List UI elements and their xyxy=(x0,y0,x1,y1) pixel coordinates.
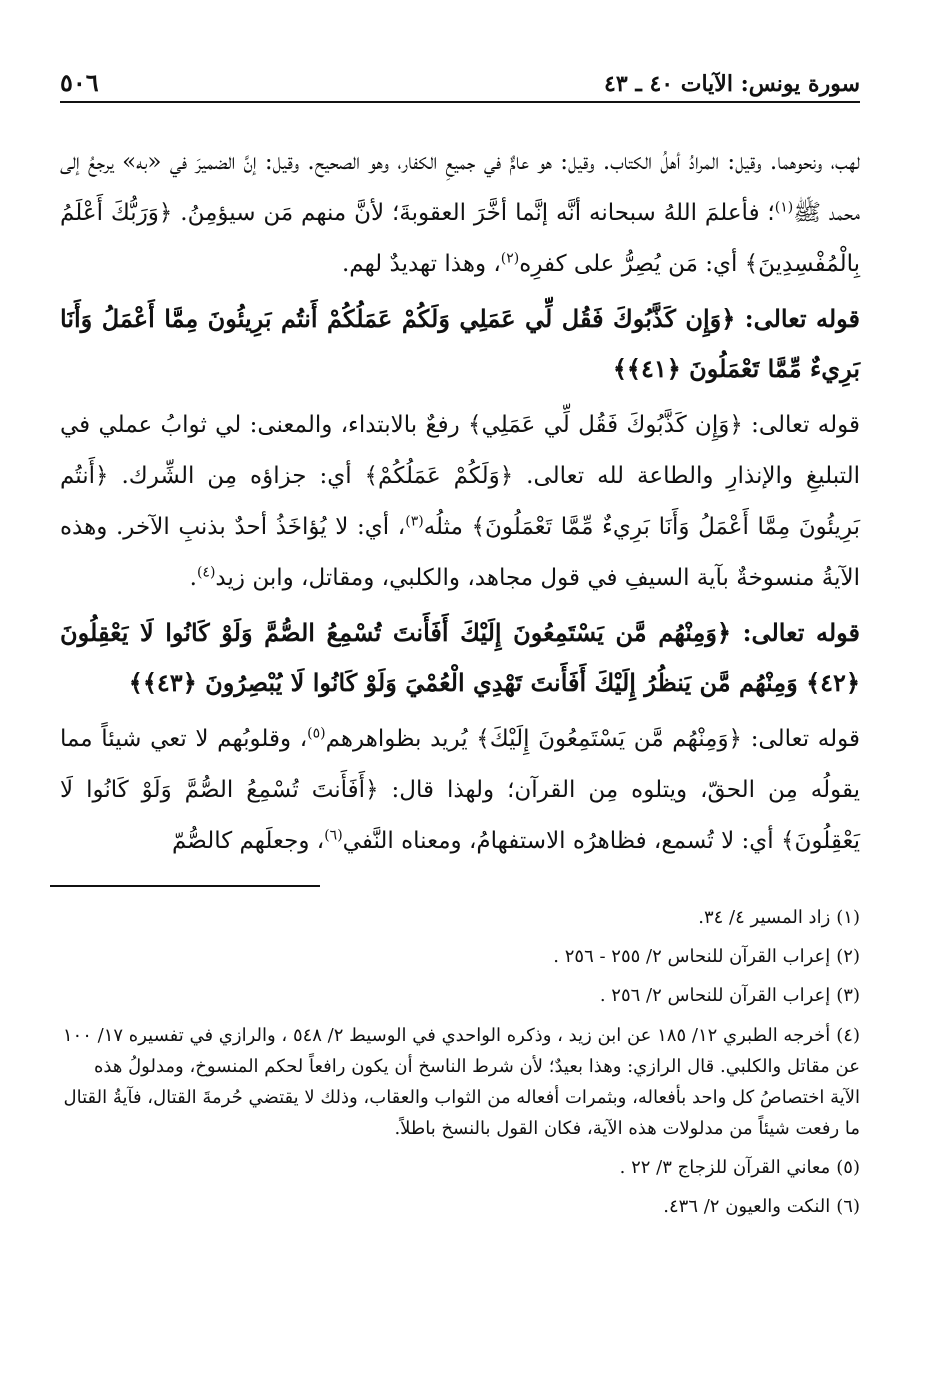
paragraph-3-text-c: ، وجعلَهم كالصُّمّ xyxy=(171,828,325,854)
footnote-2-number: (٢) xyxy=(836,946,860,967)
footnote-ref-6: (٦) xyxy=(324,827,343,844)
running-header xyxy=(60,55,860,103)
footnote-6 xyxy=(60,1192,860,1222)
paragraph-3-text-b: ، وقلوبُهم لا تعي شيئاً مما يقولُه مِن الحقّ، ويتلوه مِن القرآن؛ ولهذا قال: ﴿أَفَأَنتَ تُسْمِعُ الصُّمَّ وَلَوْ كَانُوا لَا يَعْقِلُونَ﴾ أي: لا تُسمع، فظاهرُه الاستفهامُ، ومعناه النَّفي xyxy=(60,726,860,854)
footnote-ref-2: (٢) xyxy=(500,250,520,267)
footnote-5-number: (٥) xyxy=(836,1157,860,1178)
paragraph-2-text-b: ، أي: لا يُؤاخَذُ أحدٌ بذنبِ الآخر. وهذه الآيةُ منسوخةٌ بآية السيفِ في قول مجاهد، والكلبي، ومقاتل، وابن زيد xyxy=(60,514,860,591)
footnote-4-number: (٤) xyxy=(836,1025,860,1046)
verse-block-1 xyxy=(60,294,860,394)
paragraph-1 xyxy=(60,137,860,290)
footnote-3-text: إعراب القرآن للنحاس ٢/ ٢٥٦ . xyxy=(599,985,831,1006)
verse-1-text: ﴿وَإِن كَذَّبُوكَ فَقُل لِّي عَمَلِي وَلَكُمْ عَمَلُكُمْ أَنتُم بَرِيئُونَ مِمَّا أَعْمَلُ وَأَنَا بَرِيءٌ مِّمَّا تَعْمَلُونَ ﴿٤١﴾﴾ xyxy=(60,304,860,383)
verse-block-2 xyxy=(60,608,860,708)
verse-2-text: ﴿وَمِنْهُم مَّن يَسْتَمِعُونَ إِلَيْكَ أَفَأَنتَ تُسْمِعُ الصُّمَّ وَلَوْ كَانُوا لَا يَعْقِلُونَ ﴿٤٢﴾ وَمِنْهُم مَّن يَنظُرُ إِلَيْكَ أَفَأَنتَ تَهْدِي الْعُمْيَ وَلَوْ كَانُوا لَا يُبْصِرُونَ ﴿٤٣﴾﴾ xyxy=(60,618,860,697)
paragraph-3-text: قوله تعالى: ﴿وَمِنْهُم مَّن يَسْتَمِعُونَ إِلَيْكَ﴾ يُريد بظواهرهم xyxy=(325,726,860,752)
footnote-3-number: (٣) xyxy=(836,985,860,1006)
footnote-1-text: زاد المسير ٤/ ٣٤. xyxy=(698,907,831,928)
paragraph-1-text: لهب، ونحوهما. وقيل: المرادُ أهلُ الكتاب. وقيل: هو عامٌّ في جميعِ الكفار، وهو الصحيح. وقيل: إنَّ الضميرَ في «به» يرجعُ إلى محمد ﷺ xyxy=(60,149,860,226)
paragraph-1-text-b: ؛ فأعلمَ اللهُ سبحانه أنَّه إنَّما أخَّرَ العقوبةَ؛ لأنَّ منهم مَن سيؤمِنُ. ﴿وَرَبُّكَ أَعْلَمُ بِالْمُفْسِدِينَ﴾ أي: مَن يُصِرُّ على كفرِه xyxy=(60,200,860,277)
footnote-3 xyxy=(60,981,860,1011)
footnote-ref-4: (٤) xyxy=(196,564,216,581)
footnote-4-text: أخرجه الطبري ١٢/ ١٨٥ عن ابن زيد ، وذكره الواحدي في الوسيط ٢/ ٥٤٨ ، والرازي في تفسيره ١٧/ ١٠٠ عن مقاتل والكلبي. قال الرازي: وهذا بعيدٌ؛ لأن شرط الناسخ أن يكون رافعاً لحكم المنسوخ، ومدلولُ هذه الآية اختصاصُ كل واحد بأفعاله، وبثمرات أفعاله من الثواب والعقاب، وذلك لا يقتضي حُرمةَ القتال، فآيةُ القتال ما رفعت شيئاً من مدلولات هذه الآية، فكان القول بالنسخ باطلاً. xyxy=(62,1025,860,1139)
footnote-6-number: (٦) xyxy=(836,1196,860,1217)
footnote-1-number: (١) xyxy=(836,907,860,928)
paragraph-2-text: قوله تعالى: ﴿وَإِن كَذَّبُوكَ فَقُل لِّي عَمَلِي﴾ رفعٌ بالابتداء، والمعنى: لي ثوابُ عملي في التبليغِ والإنذارِ والطاعة لله تعالى. ﴿وَلَكُمْ عَمَلُكُمْ﴾ أي: جزاؤه مِن الشِّرك. ﴿أَنتُم بَرِيئُونَ مِمَّا أَعْمَلُ وَأَنَا بَرِيءٌ مِّمَّا تَعْمَلُونَ﴾ مثلُه xyxy=(60,412,860,540)
footnote-5 xyxy=(60,1153,860,1183)
footnote-ref-5: (٥) xyxy=(307,725,326,742)
footnote-4 xyxy=(60,1020,860,1144)
footnote-ref-1: (١) xyxy=(774,199,794,216)
footnote-6-text: النكت والعيون ٢/ ٤٣٦. xyxy=(663,1196,831,1217)
main-text xyxy=(60,137,860,867)
footnote-5-text: معاني القرآن للزجاج ٣/ ٢٢ . xyxy=(619,1157,831,1178)
footnote-2 xyxy=(60,942,860,972)
paragraph-3 xyxy=(60,714,860,867)
footnote-2-text: إعراب القرآن للنحاس ٢/ ٢٥٥ - ٢٥٦ . xyxy=(553,946,831,967)
paragraph-1-text-c: ، وهذا تهديدٌ لهم. xyxy=(341,251,501,277)
book-page xyxy=(60,55,860,1231)
page-number: ٥٠٦ xyxy=(60,68,99,97)
footnote-1 xyxy=(60,903,860,933)
running-title: سورة يونس: الآيات ٤٠ ـ ٤٣ xyxy=(604,71,860,97)
verse-2-lead: قوله تعالى: xyxy=(742,618,861,647)
paragraph-2-text-c: . xyxy=(189,565,197,591)
verse-1-lead: قوله تعالى: xyxy=(744,304,860,333)
footnote-divider xyxy=(50,885,320,887)
footnote-ref-3: (٣) xyxy=(405,513,424,530)
paragraph-2 xyxy=(60,400,860,604)
footnotes xyxy=(60,903,860,1222)
